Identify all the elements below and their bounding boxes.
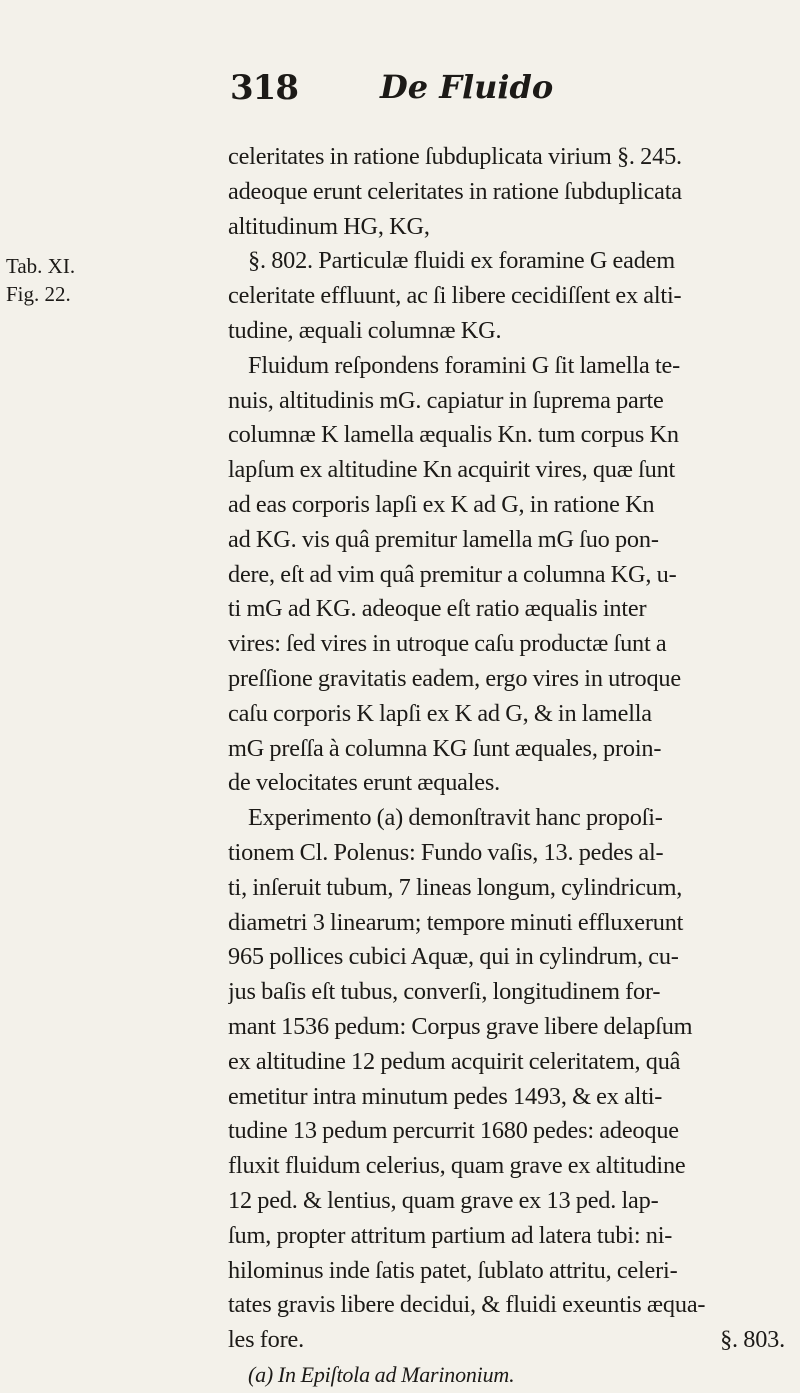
section-reference: §. 803. <box>720 1326 785 1354</box>
margin-note-figure: Fig. 22. <box>6 282 71 306</box>
text-line: ex altitudine 12 pedum acquirit celeritatem, quâ <box>228 1047 681 1075</box>
paragraph-start: §. 802. Particulæ fluidi ex foramine G eadem <box>248 247 675 275</box>
paragraph-start: Fluidum reſpondens foramini G ſit lamella te- <box>248 351 680 379</box>
text-line: ti, inſeruit tubum, 7 lineas longum, cylindricum, <box>228 873 683 901</box>
text-line: fluxit fluidum celerius, quam grave ex altitudine <box>228 1152 686 1180</box>
text-line: tionem Cl. Polenus: Fundo vaſis, 13. pedes al- <box>228 838 664 866</box>
text-line: ti mG ad KG. adeoque eſt ratio æqualis inter <box>228 595 647 623</box>
body-text <box>228 140 791 1393</box>
last-line <box>228 1323 791 1358</box>
text-line: ad eas corporis lapſi ex K ad G, in ratione Kn <box>228 490 655 518</box>
text-line: de velocitates erunt æquales. <box>228 769 501 797</box>
footnote: (a) In Epiſtola ad Marinonium. <box>248 1361 515 1387</box>
text-line: 12 ped. & lentius, quam grave ex 13 ped. lap- <box>228 1186 659 1214</box>
text-line: tudine, æquali columnæ KG. <box>228 316 502 344</box>
text-line: lapſum ex altitudine Kn acquirit vires, quæ ſunt <box>228 456 676 484</box>
text-line: hilominus inde ſatis patet, ſublato attritu, celeri- <box>228 1256 678 1284</box>
text-line: columnæ K lamella æqualis Kn. tum corpus Kn <box>228 421 679 449</box>
text-line: les fore. <box>228 1326 304 1354</box>
text-line: celeritates in ratione ſubduplicata virium §. 245. <box>228 143 682 170</box>
text-line: tudine 13 pedum percurrit 1680 pedes: adeoque <box>228 1117 679 1145</box>
text-line: caſu corporis K lapſi ex K ad G, & in lamella <box>228 699 652 727</box>
running-title: De Fluido <box>380 68 554 106</box>
text-line: preſſione gravitatis eadem, ergo vires in utroque <box>228 664 681 692</box>
text-line: mant 1536 pedum: Corpus grave libere delapſum <box>228 1012 693 1040</box>
text-line: nuis, altitudinis mG. capiatur in ſuprema parte <box>228 386 664 414</box>
page-header <box>230 68 650 118</box>
text-line: mG preſſa à columna KG ſunt æquales, proin- <box>228 734 662 762</box>
text-line: dere, eſt ad vim quâ premitur a columna KG, u- <box>228 560 677 588</box>
page-number: 318 <box>230 68 298 108</box>
text-line: celeritate effluunt, ac ſi libere cecidiſſent ex alti- <box>228 282 682 310</box>
text-line: vires: ſed vires in utroque caſu productæ ſunt a <box>228 630 667 658</box>
text-line: altitudinum HG, KG, <box>228 212 430 240</box>
text-line: adeoque erunt celeritates in ratione ſubduplicata <box>228 177 682 205</box>
text-line: emetitur intra minutum pedes 1493, & ex alti- <box>228 1082 663 1110</box>
text-line: ſum, propter attritum partium ad latera tubi: ni- <box>228 1221 673 1249</box>
text-line: ad KG. vis quâ premitur lamella mG ſuo pon- <box>228 525 659 553</box>
text-line: jus baſis eſt tubus, converſi, longitudinem for- <box>228 978 661 1006</box>
text-line: diametri 3 linearum; tempore minuti effluxerunt <box>228 908 684 936</box>
margin-note-table: Tab. XI. <box>6 254 76 278</box>
paragraph-start: Experimento (a) demonſtravit hanc propoſi- <box>248 804 663 832</box>
text-line: tates gravis libere decidui, & fluidi exeuntis æqua- <box>228 1291 706 1319</box>
text-line: 965 pollices cubici Aquæ, qui in cylindrum, cu- <box>228 943 679 971</box>
